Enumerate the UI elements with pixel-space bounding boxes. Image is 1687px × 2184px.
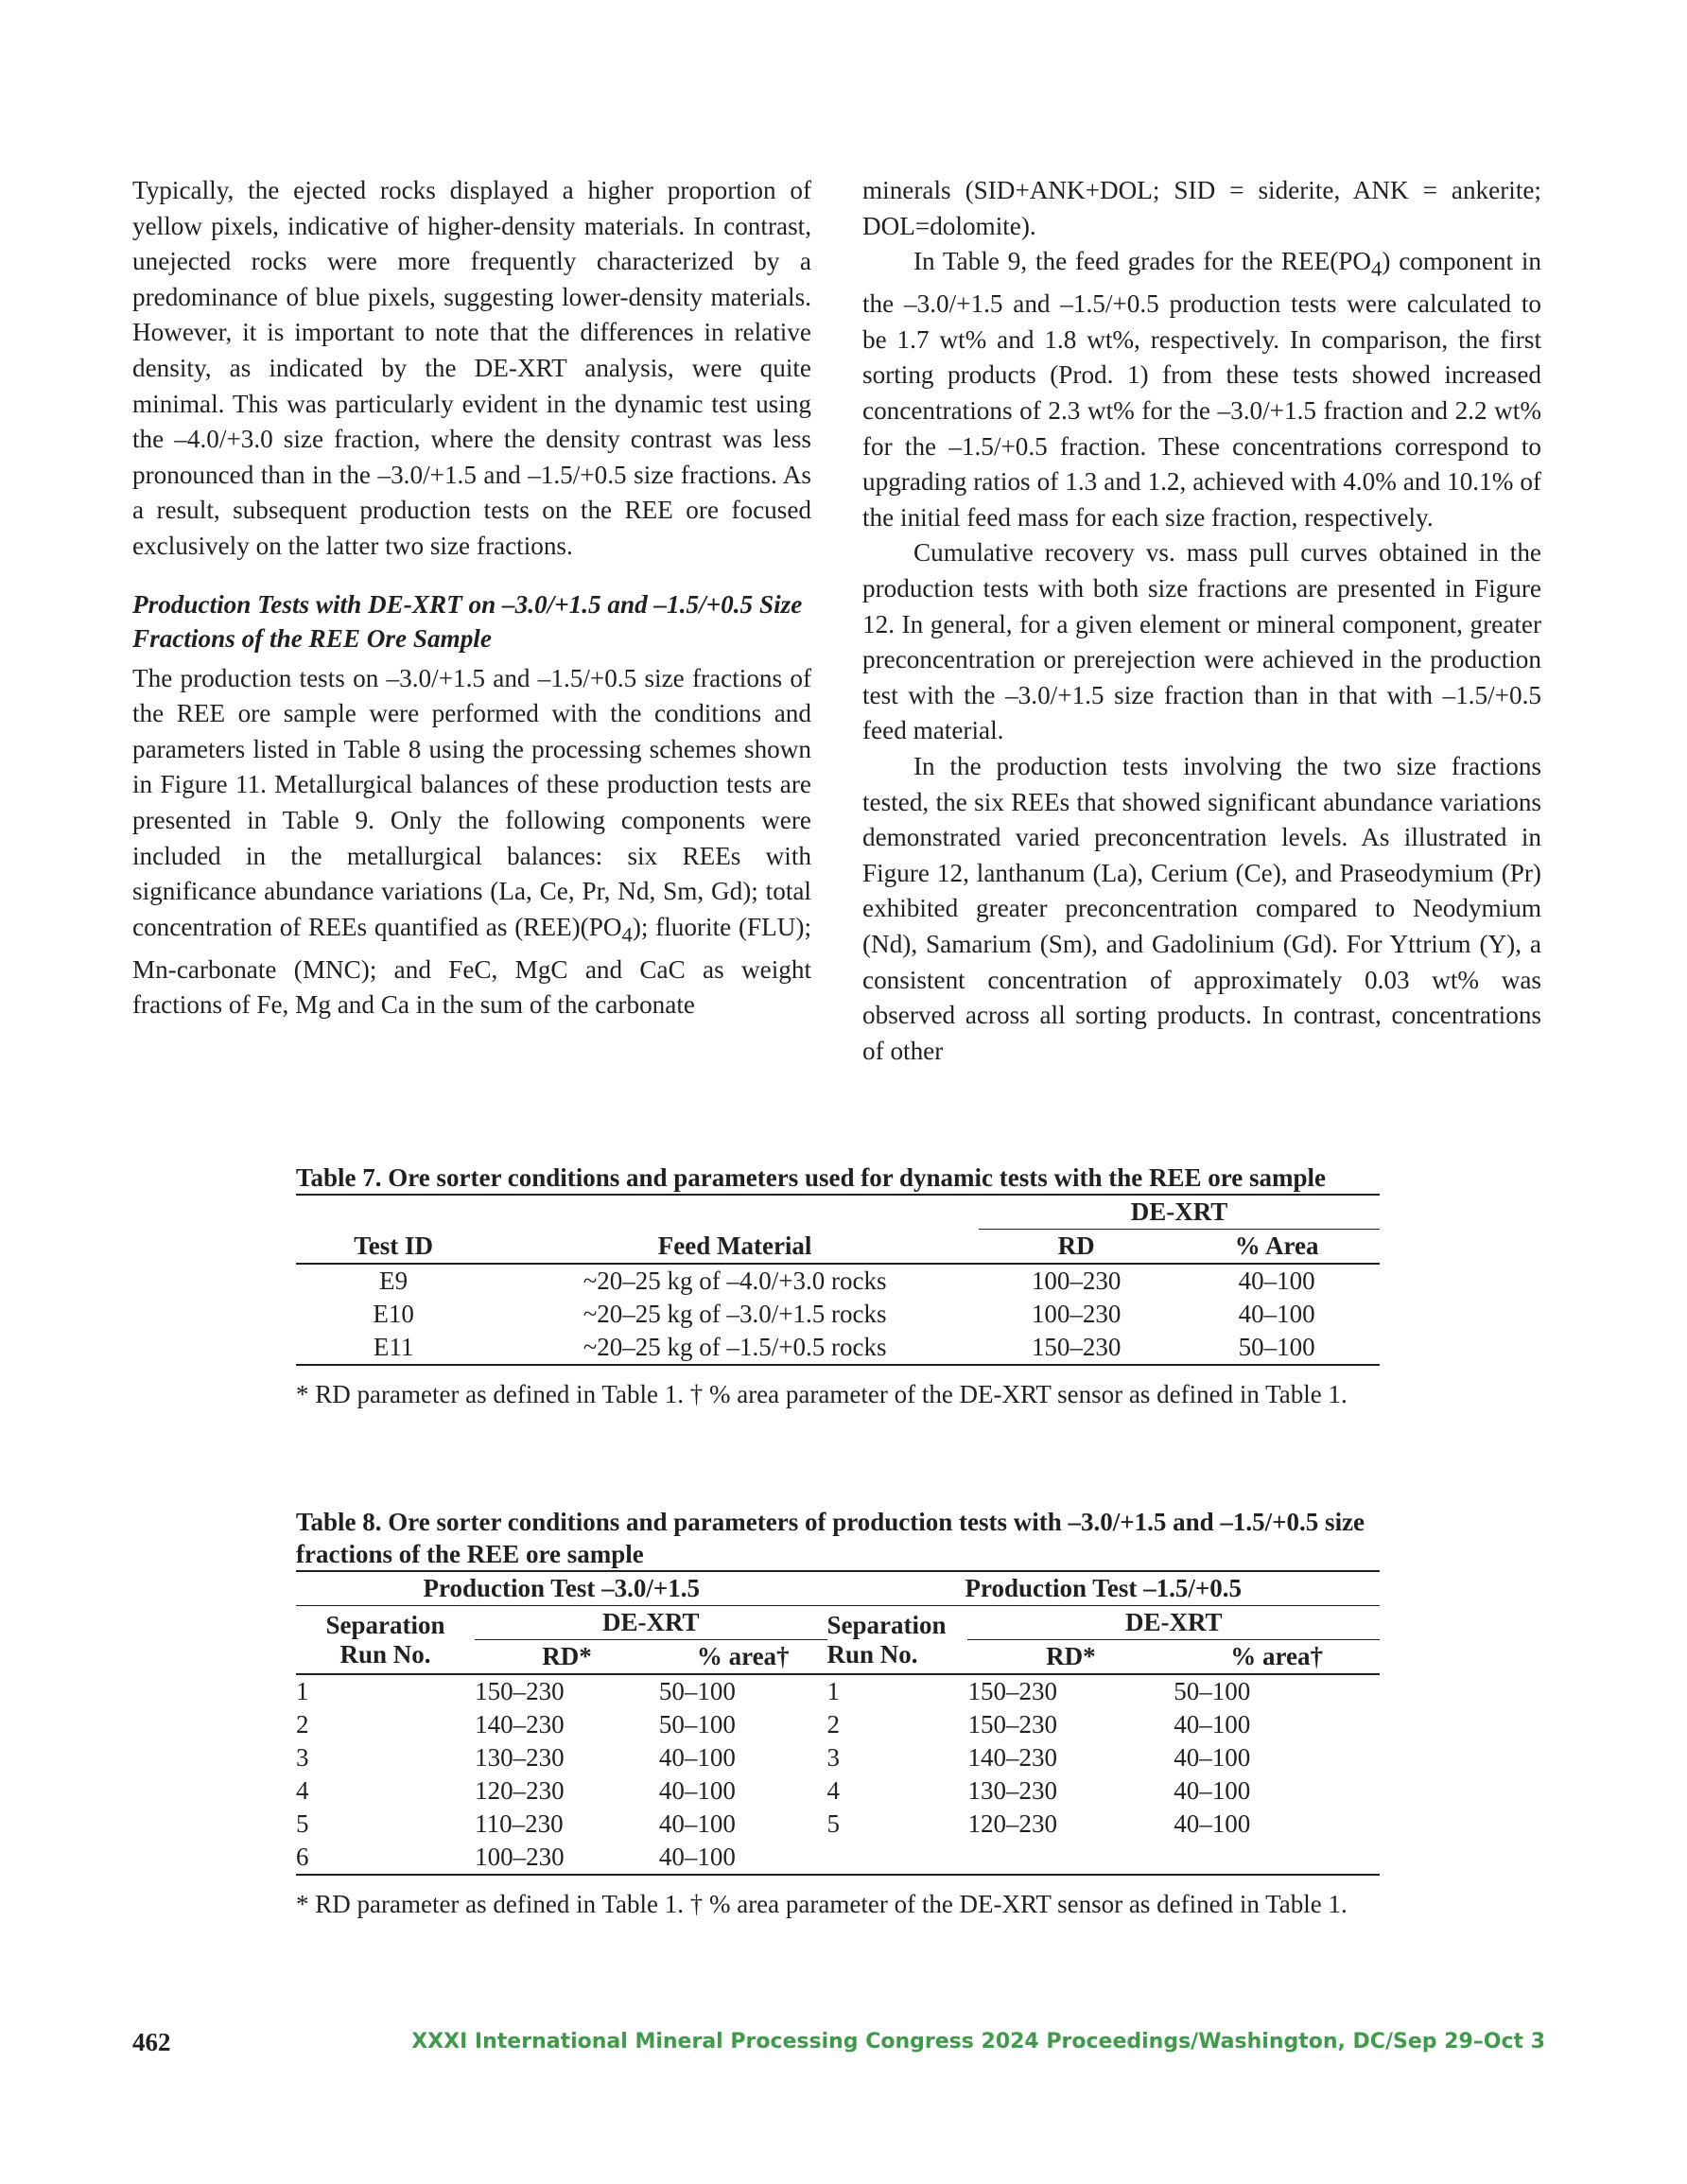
table-cell: 4 <box>826 1776 841 1805</box>
page-footer <box>132 2028 1545 2062</box>
section-heading: Production Tests with DE-XRT on –3.0/+1.5 and –1.5/+0.5 Size Fractions of the REE Ore Sample <box>132 589 803 653</box>
table-header-row <box>296 1230 1380 1265</box>
table-cell: 40–100 <box>658 1743 736 1772</box>
table-8-grid <box>296 1570 1380 1876</box>
table-7 <box>296 1162 1380 1411</box>
table-row <box>296 1741 1380 1774</box>
table-cell: ~20–25 kg of –1.5/+0.5 rocks <box>583 1333 887 1361</box>
table-row <box>296 1331 1380 1365</box>
table-cell: 40–100 <box>1174 1809 1251 1838</box>
table-row <box>296 1774 1380 1808</box>
text-run: ); fluorite (FLU); Mn-carbonate (MNC); and FeC, MgC and CaC as weight fractions of Fe, Mg and Ca in the sum of the carbonate <box>132 912 811 1020</box>
body-paragraph <box>132 661 811 1023</box>
table-row <box>296 1841 1380 1875</box>
column-header <box>827 1606 968 1675</box>
column-header: Test ID <box>354 1231 434 1260</box>
table-cell: 120–230 <box>967 1809 1057 1838</box>
page-number: 462 <box>132 2028 171 2056</box>
table-cell: 130–230 <box>967 1776 1057 1805</box>
table-cell: ~20–25 kg of –4.0/+3.0 rocks <box>583 1267 887 1295</box>
table-header-row <box>296 1571 1380 1606</box>
table-row <box>296 1674 1380 1708</box>
table-cell: 50–100 <box>1238 1333 1315 1361</box>
column-header: Feed Material <box>657 1231 812 1260</box>
table-cell: 40–100 <box>1174 1743 1251 1772</box>
table-row <box>296 1298 1380 1331</box>
table-7-grid <box>296 1194 1380 1366</box>
table-cell: 40–100 <box>658 1776 736 1805</box>
table-cell <box>1174 1841 1380 1875</box>
table-cell: 5 <box>826 1809 841 1838</box>
table-cell: 110–230 <box>475 1809 564 1838</box>
table-cell: 2 <box>296 1710 309 1738</box>
table-cell: 40–100 <box>1174 1776 1251 1805</box>
table-footnote: * RD parameter as defined in Table 1. † % area parameter of the DE-XRT sensor as defined in Table 1. <box>296 1380 1348 1408</box>
table-cell: 120–230 <box>475 1776 565 1805</box>
right-column <box>862 173 1541 1069</box>
table-cell: 150–230 <box>1031 1333 1122 1361</box>
header-line: Run No. <box>826 1639 918 1669</box>
text-run: The production tests on –3.0/+1.5 and –1.5/+0.5 size fractions of the REE ore sample were performed with the conditions and parameters listed in Table 8 using the processing schemes shown in Figure 11. Metallurgical balances of these production tests are presented in Table 9. Only the following components were included in the metallurgical balances: six REEs with significance abundance variations (La, Ce, Pr, Nd, Sm, Gd); total concentration of REEs quantified as (REE)(PO <box>132 663 811 941</box>
table-row <box>296 1708 1380 1741</box>
group-header: Production Test –3.0/+1.5 <box>423 1574 700 1602</box>
table-cell: 100–230 <box>1031 1267 1122 1295</box>
body-paragraph: Typically, the ejected rocks displayed a higher proportion of yellow pixels, indicative of higher-density materials. In contrast, unejected rocks were more frequently characterized by a predominance of blue pixels, suggesting lower-density materials. However, it is important to note that the differences in relative density, as indicated by the DE-XRT analysis, were quite minimal. This was particularly evident in the dynamic test using the –4.0/+3.0 size fraction, where the density contrast was less pronounced than in the –3.0/+1.5 and –1.5/+0.5 size fractions. As a result, subsequent production tests on the REE ore focused exclusively on the latter two size fractions. <box>132 176 811 560</box>
table-cell: 5 <box>296 1809 309 1838</box>
group-header: DE-XRT <box>979 1195 1380 1230</box>
running-footer-title: XXXI International Mineral Processing Congress 2024 Proceedings/Washington, DC/Sep 29–Oct 3 <box>411 2030 1545 2053</box>
table-cell: 50–100 <box>658 1677 736 1705</box>
table-cell: 150–230 <box>967 1710 1057 1738</box>
column-header: % area† <box>696 1642 790 1670</box>
body-paragraph: Cumulative recovery vs. mass pull curves obtained in the production tests with both size fractions are presented in Figure 12. In general, for a given element or mineral component, greater preconcentration or prerejection were achieved in the production test with the –3.0/+1.5 size fraction than in that with –1.5/+0.5 feed material. <box>862 538 1541 745</box>
table-row <box>296 1808 1380 1841</box>
table-cell: 40–100 <box>1238 1267 1315 1295</box>
table-cell: E9 <box>379 1267 409 1295</box>
table-cell: E10 <box>373 1300 414 1328</box>
table-caption: Table 8. Ore sorter conditions and parameters of production tests with –3.0/+1.5 and –1.5/+0.5 size fractions of the REE ore sample <box>296 1508 1365 1568</box>
table-cell: 150–230 <box>967 1677 1057 1705</box>
table-cell: 100–230 <box>1031 1300 1122 1328</box>
table-cell: 40–100 <box>658 1809 736 1838</box>
column-header <box>296 1606 475 1675</box>
column-header: RD* <box>542 1642 592 1670</box>
text-run: In Table 9, the feed grades for the REE(PO <box>913 247 1372 276</box>
table-cell: 4 <box>296 1776 309 1805</box>
body-paragraph: minerals (SID+ANK+DOL; SID = siderite, ANK = ankerite; DOL=dolomite). <box>862 176 1541 240</box>
table-cell: 50–100 <box>658 1710 736 1738</box>
table-cell: 40–100 <box>658 1843 736 1871</box>
table-cell: 40–100 <box>1174 1710 1251 1738</box>
table-cell: 2 <box>826 1710 841 1738</box>
body-paragraph <box>862 244 1541 535</box>
group-header: Production Test –1.5/+0.5 <box>965 1574 1242 1602</box>
table-cell: 130–230 <box>475 1743 565 1772</box>
table-cell: 3 <box>296 1743 309 1772</box>
header-line: Separation <box>826 1610 947 1639</box>
table-header-row <box>296 1606 1380 1640</box>
table-8 <box>296 1506 1380 1921</box>
subscript: 4 <box>621 922 633 947</box>
table-cell <box>967 1841 1174 1875</box>
subscript: 4 <box>1371 256 1383 281</box>
table-cell: 100–230 <box>475 1843 565 1871</box>
text-run: ) component in the –3.0/+1.5 and –1.5/+0.5 production tests were calculated to be 1.7 wt% and 1.8 wt%, respectively. In comparison, the first sorting products (Prod. 1) from these tests showed increased concentrations of 2.3 wt% for the –3.0/+1.5 fraction and 2.2 wt% for the –1.5/+0.5 fraction. These concentrations correspond to upgrading ratios of 1.3 and 1.2, achieved with 4.0% and 10.1% of the initial feed mass for each size fraction, respectively. <box>862 247 1541 532</box>
column-header: % Area <box>1234 1232 1319 1260</box>
table-cell: 50–100 <box>1174 1677 1251 1705</box>
header-line: Run No. <box>339 1639 431 1669</box>
table-cell: 1 <box>826 1677 841 1705</box>
table-header-row <box>296 1195 1380 1230</box>
group-header: DE-XRT <box>475 1606 826 1640</box>
table-cell <box>827 1841 968 1875</box>
table-cell: 1 <box>296 1677 309 1705</box>
table-cell: 6 <box>296 1843 309 1871</box>
table-row <box>296 1264 1380 1298</box>
table-cell: 3 <box>826 1743 841 1772</box>
column-header: RD <box>1057 1232 1095 1260</box>
column-header: % area† <box>1230 1642 1323 1670</box>
column-header: RD* <box>1046 1642 1096 1670</box>
table-cell: 140–230 <box>967 1743 1057 1772</box>
table-cell: ~20–25 kg of –3.0/+1.5 rocks <box>583 1300 887 1328</box>
empty-cell <box>296 1195 491 1230</box>
table-cell: 140–230 <box>475 1710 565 1738</box>
table-cell: E11 <box>373 1333 414 1361</box>
body-paragraph: In the production tests involving the two size fractions tested, the six REEs that showed significant abundance variations demonstrated varied preconcentration levels. As illustrated in Figure 12, lanthanum (La), Cerium (Ce), and Praseodymium (Pr) exhibited greater preconcentration compared to Neodymium (Nd), Samarium (Sm), and Gadolinium (Gd). For Yttrium (Y), a consistent concentration of approximately 0.03 wt% was observed across all sorting products. In contrast, concentrations of other <box>862 751 1541 1065</box>
header-line: Separation <box>325 1610 445 1639</box>
table-cell: 40–100 <box>1238 1300 1315 1328</box>
empty-cell <box>491 1195 979 1230</box>
table-caption: Table 7. Ore sorter conditions and parameters used for dynamic tests with the REE ore sample <box>296 1163 1326 1192</box>
table-cell: 150–230 <box>475 1677 565 1705</box>
table-footnote: * RD parameter as defined in Table 1. † % area parameter of the DE-XRT sensor as defined in Table 1. <box>296 1890 1348 1918</box>
left-column <box>132 173 811 1023</box>
group-header: DE-XRT <box>967 1606 1380 1640</box>
